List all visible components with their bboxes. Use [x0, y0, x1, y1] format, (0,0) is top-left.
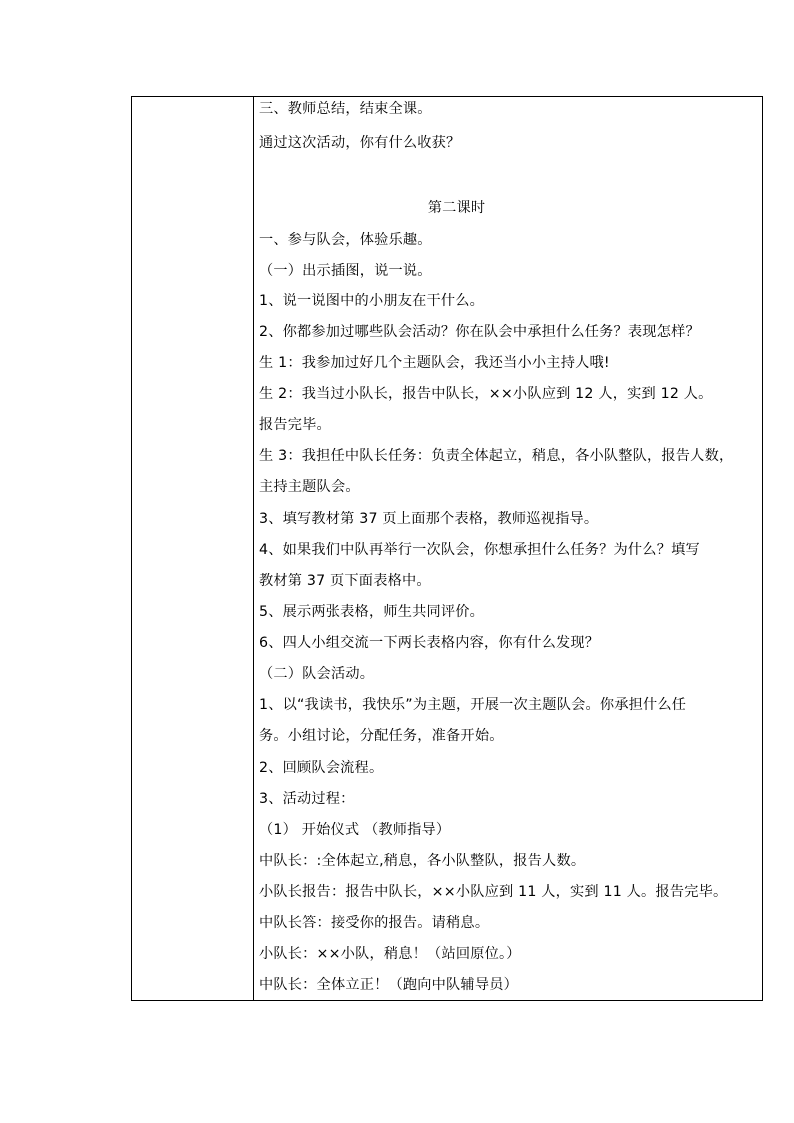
text-line: 通过这次活动，你有什么收获？ [259, 135, 461, 151]
text-line: 务。小组讨论，分配任务，准备开始。 [259, 728, 504, 744]
text-line: 3、填写教材第 37 页上面那个表格，教师巡视指导。 [259, 511, 599, 527]
text-line: 一、参与队会，体验乐趣。 [259, 232, 432, 248]
text-line: （一）出示插图，说一说。 [259, 263, 432, 279]
text-line: 1、以“我读书，我快乐”为主题，开展一次主题队会。你承担什么任 [259, 697, 687, 713]
text-line: 6、四人小组交流一下两长表格内容，你有什么发现？ [259, 635, 600, 651]
text-line: 中队长答：接受你的报告。请稍息。 [259, 915, 490, 931]
text-line: 2、回顾队会流程。 [259, 760, 384, 776]
column-divider [253, 97, 254, 1000]
text-line: 5、展示两张表格，师生共同评价。 [259, 604, 485, 620]
text-line: 教材第 37 页下面表格中。 [259, 573, 431, 589]
lesson-table [131, 96, 763, 1001]
text-line: 生 1：我参加过好几个主题队会，我还当小小主持人哦! [259, 355, 610, 371]
section-title: 第二课时 [427, 200, 486, 216]
text-line: （1） 开始仪式 （教师指导） [259, 822, 451, 838]
text-line: 4、如果我们中队再举行一次队会，你想承担什么任务？为什么？填写 [259, 542, 700, 558]
text-line: 3、活动过程： [259, 791, 355, 807]
text-line: 中队长：全体立正！（跑向中队辅导员） [259, 977, 518, 993]
text-line: 1、说一说图中的小朋友在干什么。 [259, 293, 485, 309]
text-line: 生 3：我担任中队长任务：负责全体起立，稍息，各小队整队，报告人数， [259, 448, 734, 464]
text-line: 小队长：××小队，稍息！（站回原位。） [259, 946, 521, 962]
text-line: 主持主题队会。 [259, 479, 360, 495]
text-line: （二）队会活动。 [259, 666, 375, 682]
text-line: 报告完毕。 [259, 417, 331, 433]
text-line: 生 2：我当过小队长，报告中队长，××小队应到 12 人，实到 12 人。 [259, 386, 713, 402]
text-line: 三、教师总结，结束全课。 [259, 101, 432, 117]
text-line: 中队长：:全体起立,稍息，各小队整队，报告人数。 [259, 853, 586, 869]
text-line: 小队长报告：报告中队长，××小队应到 11 人，实到 11 人。报告完毕。 [259, 884, 728, 900]
text-line: 2、你都参加过哪些队会活动？你在队会中承担什么任务？表现怎样？ [259, 324, 700, 340]
